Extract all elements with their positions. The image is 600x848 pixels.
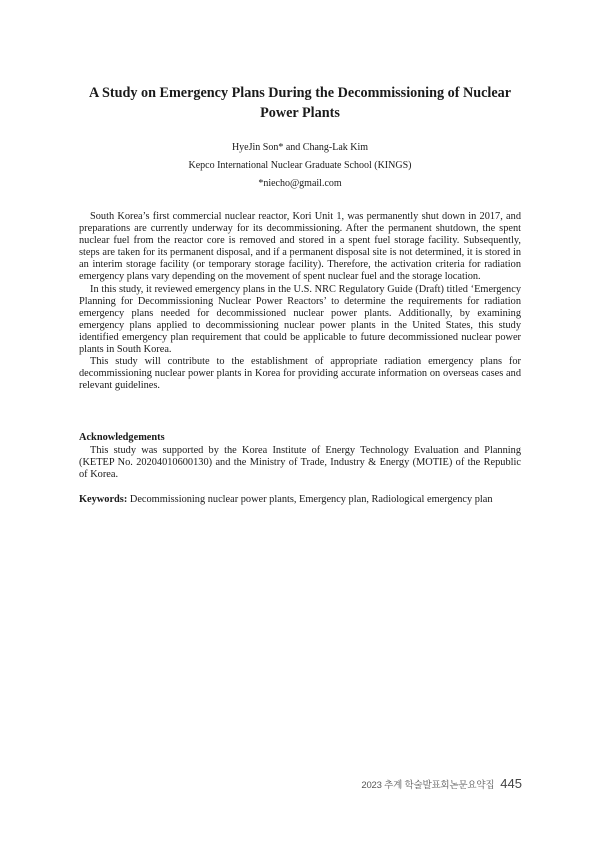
affiliation: Kepco International Nuclear Graduate School (KINGS)	[188, 160, 412, 171]
paper-title: A Study on Emergency Plans During the Decommissioning of Nuclear Power Plants	[88, 85, 512, 121]
keywords-line	[79, 494, 521, 506]
contact-email: *niecho@gmail.com	[258, 178, 342, 189]
abstract-paragraph: In this study, it reviewed emergency plans in the U.S. NRC Regulatory Guide (Draft) titled ‘Emergency Planning for Decommissioning Nuclear Power Reactors’ to determine the requirements for radiation emergency plans needed for decommissioned nuclear power plants. Additionally, by examining emergency plans applied to decommissioning nuclear power plants in the United States, this study identified emergency plan requirement that could be applicable to future decommissioned nuclear power plants in South Korea.	[79, 283, 521, 356]
author-list: HyeJin Son* and Chang-Lak Kim	[231, 142, 369, 153]
abstract-paragraph: This study will contribute to the establishment of appropriate radiation emergency plans for decommissioning nuclear power plants in Korea for providing accurate information on overseas cases and relevant guidelines.	[79, 356, 521, 392]
keywords-text: Decommissioning nuclear power plants, Emergency plan, Radiological emergency plan	[129, 494, 493, 505]
abstract-body	[79, 211, 521, 392]
page-footer	[340, 776, 522, 798]
acknowledgements-heading: Acknowledgements	[79, 432, 165, 443]
keywords-label: Keywords:	[79, 494, 128, 505]
abstract-paragraph: South Korea’s first commercial nuclear reactor, Kori Unit 1, was permanently shut down in 2017, and preparations are currently underway for its decommissioning. After the permanent shutdown, the spent nuclear fuel from the reactor core is removed and stored in a spent fuel storage facility. Subsequently, steps are taken for its permanent disposal, and if a permanent disposal site is not determined, it is stored in an interim storage facility (or temporary storage facility). Therefore, the activation criteria for radiation emergency plans vary depending on the movement of spent nuclear fuel and the storage location.	[79, 211, 521, 283]
page-number: 445	[500, 776, 522, 791]
acknowledgements-text: This study was supported by the Korea Institute of Energy Technology Evaluation and Planning (KETEP No. 20204010600130) and the Ministry of Trade, Industry & Energy (MOTIE) of the Republic of Korea.	[79, 445, 521, 481]
proceedings-title: 2023 추계 학술발표회논문요약집	[361, 780, 495, 791]
